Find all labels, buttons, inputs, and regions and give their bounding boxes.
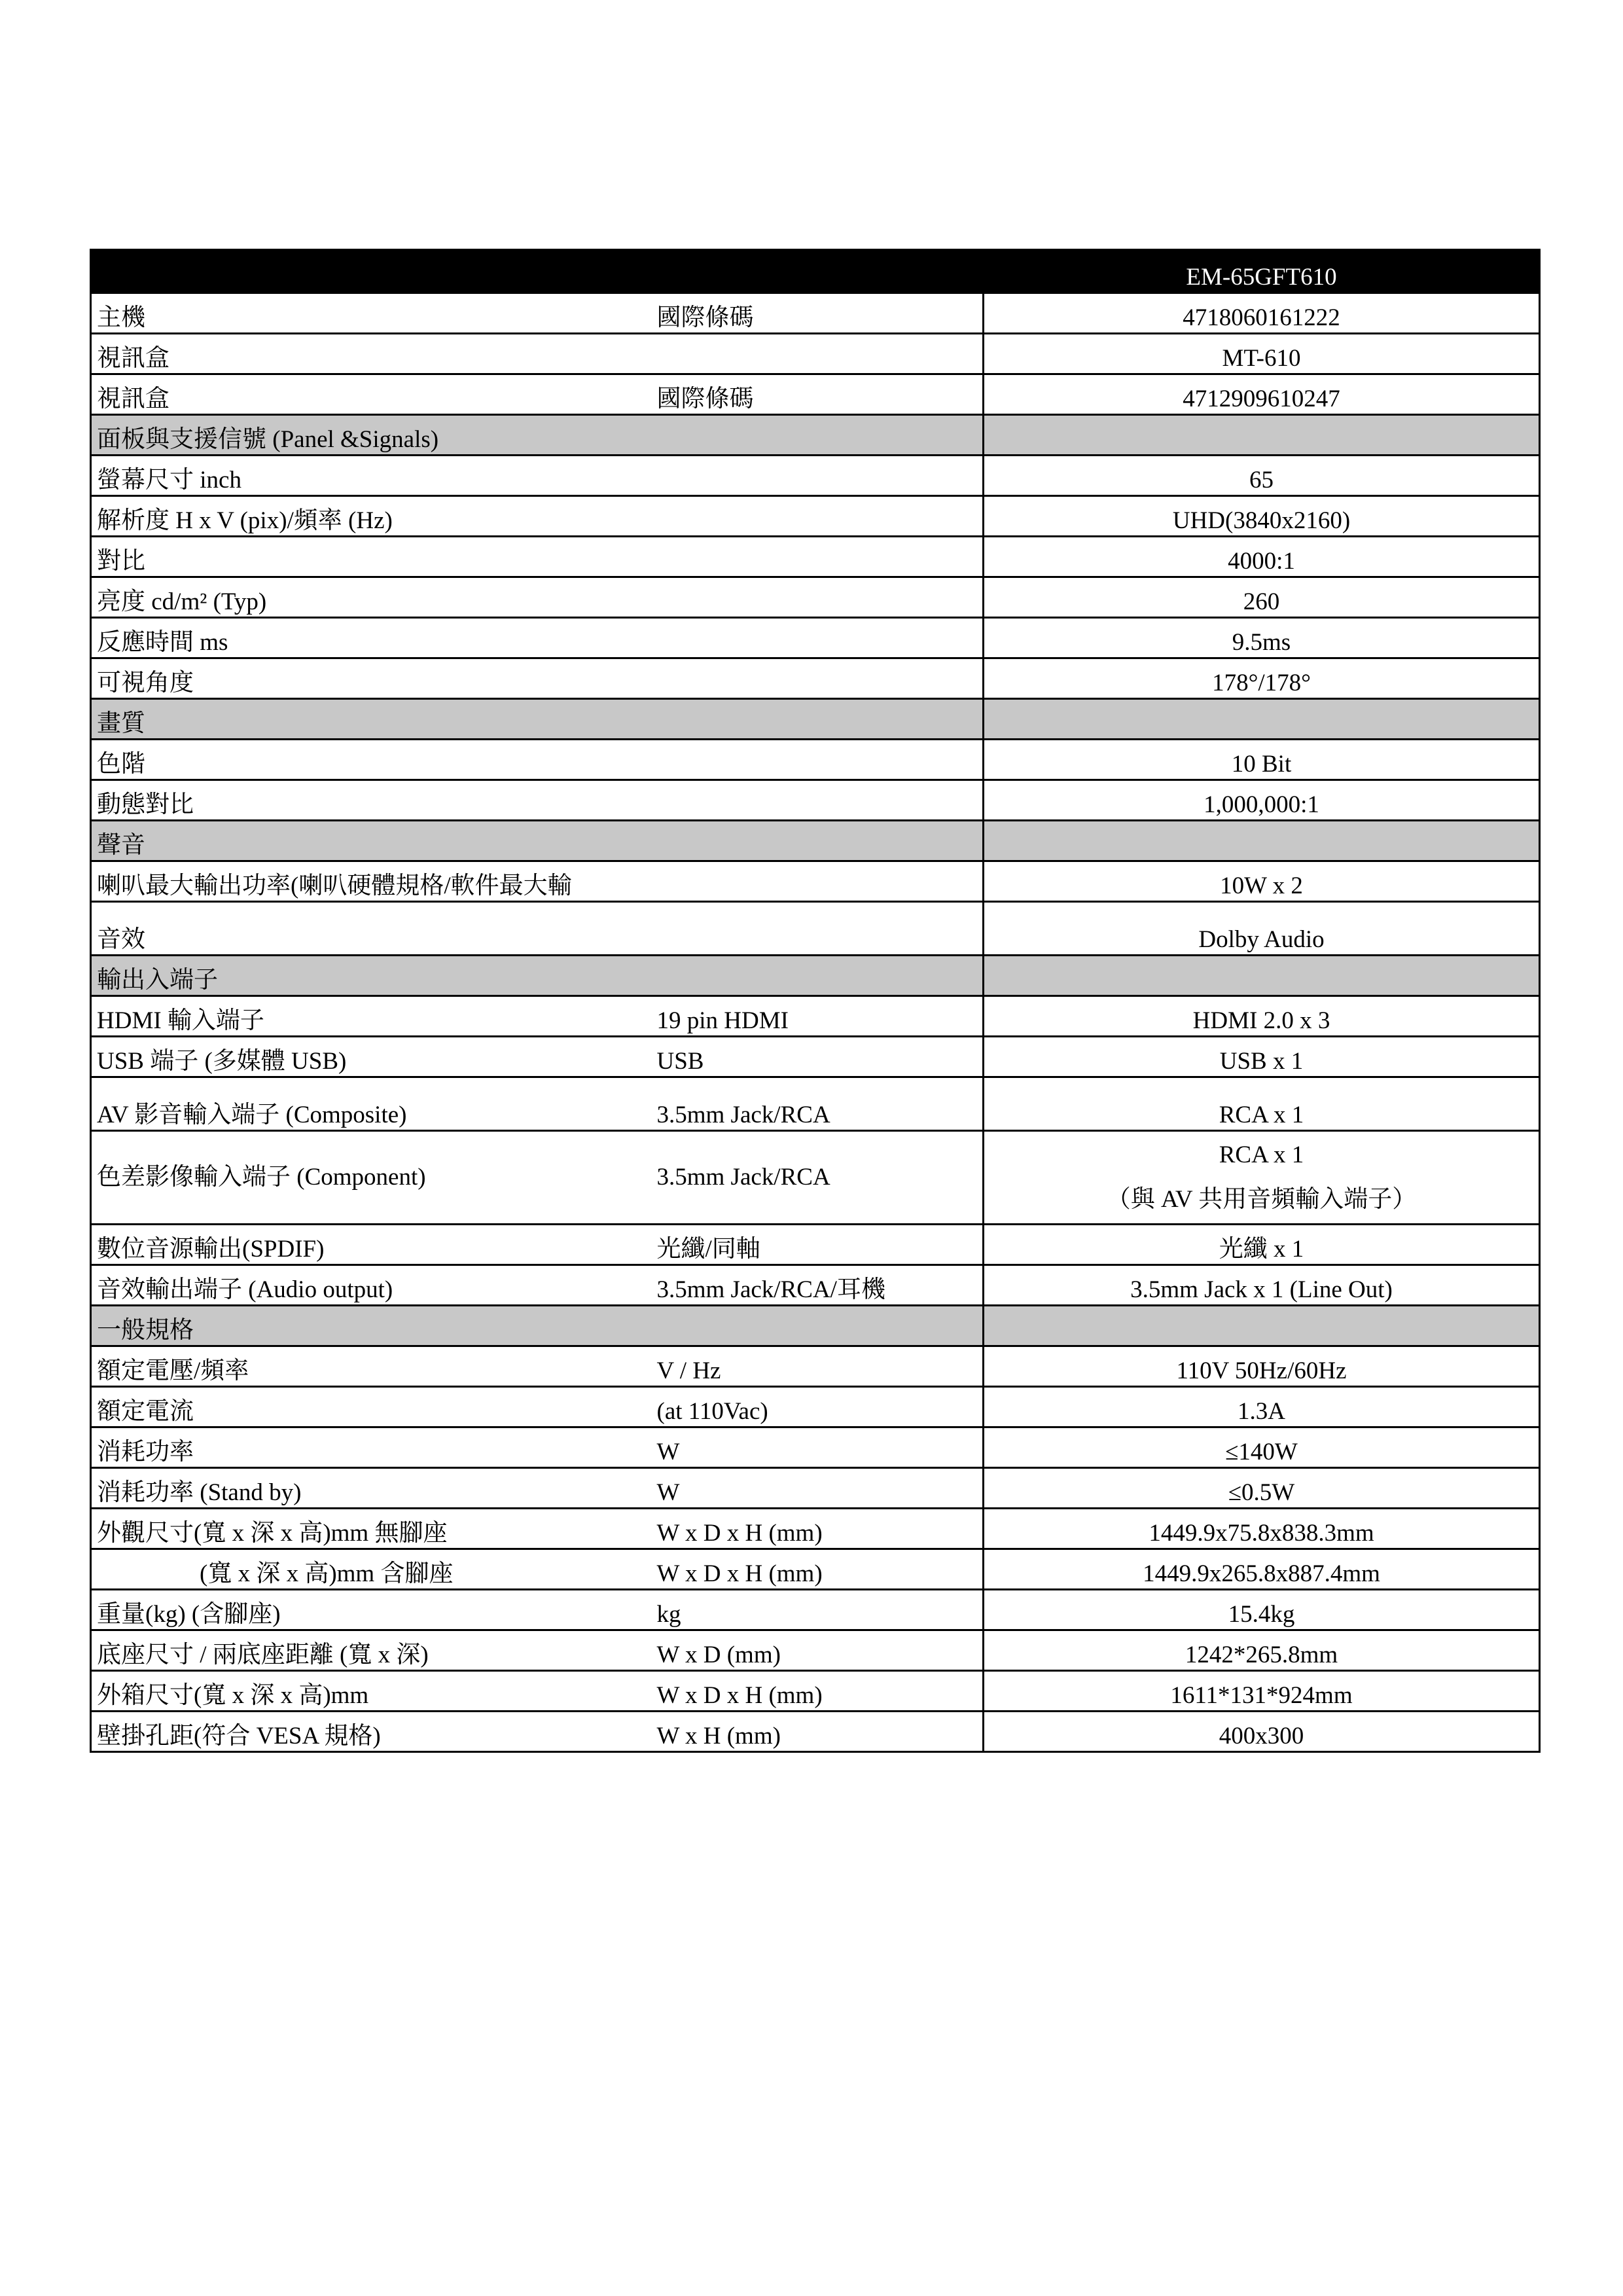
spec-value: 110V 50Hz/60Hz bbox=[984, 1346, 1540, 1387]
section-row bbox=[91, 1306, 1540, 1346]
spec-value: RCA x 1 bbox=[984, 1077, 1540, 1131]
spec-row bbox=[91, 1468, 1540, 1509]
spec-row bbox=[91, 1131, 1540, 1225]
spec-value bbox=[984, 1306, 1540, 1346]
spec-row bbox=[91, 1427, 1540, 1468]
spec-unit: kg bbox=[652, 1590, 984, 1630]
spec-value bbox=[984, 956, 1540, 996]
spec-row bbox=[91, 1265, 1540, 1306]
spec-label bbox=[91, 250, 652, 293]
spec-value: 65 bbox=[984, 456, 1540, 496]
spec-value bbox=[984, 415, 1540, 456]
spec-row bbox=[91, 1037, 1540, 1077]
spec-row bbox=[91, 1671, 1540, 1712]
spec-value: MT-610 bbox=[984, 334, 1540, 374]
section-title: 輸出入端子 bbox=[91, 956, 652, 996]
section-title: 畫質 bbox=[91, 699, 652, 740]
spec-unit: 3.5mm Jack/RCA bbox=[652, 1131, 984, 1225]
spec-value: UHD(3840x2160) bbox=[984, 496, 1540, 537]
spec-label: 數位音源輸出(SPDIF) bbox=[91, 1225, 652, 1265]
spec-unit bbox=[652, 658, 984, 699]
spec-value: 9.5ms bbox=[984, 618, 1540, 658]
spec-label: USB 端子 (多媒體 USB) bbox=[91, 1037, 652, 1077]
spec-row bbox=[91, 1630, 1540, 1671]
spec-unit: W x H (mm) bbox=[652, 1712, 984, 1752]
section-row bbox=[91, 699, 1540, 740]
spec-label: HDMI 輸入端子 bbox=[91, 996, 652, 1037]
spec-value: ≤0.5W bbox=[984, 1468, 1540, 1509]
spec-label: 重量(kg) (含腳座) bbox=[91, 1590, 652, 1630]
spec-row bbox=[91, 658, 1540, 699]
spec-value: 1449.9x265.8x887.4mm bbox=[984, 1549, 1540, 1590]
spec-value: 178°/178° bbox=[984, 658, 1540, 699]
spec-table bbox=[90, 249, 1541, 1753]
spec-value: 1,000,000:1 bbox=[984, 780, 1540, 821]
spec-unit: 國際條碼 bbox=[652, 293, 984, 334]
section-row bbox=[91, 821, 1540, 861]
spec-unit bbox=[652, 740, 984, 780]
spec-unit bbox=[652, 415, 984, 456]
spec-value-cell bbox=[984, 1131, 1540, 1225]
spec-value: USB x 1 bbox=[984, 1037, 1540, 1077]
header-row bbox=[91, 250, 1540, 293]
spec-value: 1.3A bbox=[984, 1387, 1540, 1427]
spec-value: 1449.9x75.8x838.3mm bbox=[984, 1509, 1540, 1549]
spec-value: RCA x 1 bbox=[1219, 1141, 1304, 1168]
spec-label: 音效輸出端子 (Audio output) bbox=[91, 1265, 652, 1306]
spec-unit bbox=[652, 780, 984, 821]
spec-value: 4000:1 bbox=[984, 537, 1540, 577]
spec-row bbox=[91, 374, 1540, 415]
spec-row bbox=[91, 996, 1540, 1037]
spec-unit bbox=[652, 1306, 984, 1346]
spec-row bbox=[91, 1509, 1540, 1549]
spec-unit bbox=[652, 902, 984, 956]
spec-label: 消耗功率 (Stand by) bbox=[91, 1468, 652, 1509]
spec-label: 壁掛孔距(符合 VESA 規格) bbox=[91, 1712, 652, 1752]
spec-row bbox=[91, 293, 1540, 334]
spec-row bbox=[91, 740, 1540, 780]
spec-unit bbox=[652, 456, 984, 496]
spec-value bbox=[984, 699, 1540, 740]
section-title: 聲音 bbox=[91, 821, 652, 861]
spec-value: 1242*265.8mm bbox=[984, 1630, 1540, 1671]
spec-label: 色差影像輸入端子 (Component) bbox=[91, 1131, 652, 1225]
spec-value: 4712909610247 bbox=[984, 374, 1540, 415]
spec-unit: V / Hz bbox=[652, 1346, 984, 1387]
spec-unit bbox=[652, 821, 984, 861]
spec-label: AV 影音輸入端子 (Composite) bbox=[91, 1077, 652, 1131]
spec-label: 視訊盒 bbox=[91, 334, 652, 374]
spec-row bbox=[91, 780, 1540, 821]
spec-unit: W x D (mm) bbox=[652, 1630, 984, 1671]
spec-label: 對比 bbox=[91, 537, 652, 577]
spec-unit: USB bbox=[652, 1037, 984, 1077]
spec-label: 亮度 cd/m² (Typ) bbox=[91, 577, 652, 618]
spec-unit bbox=[652, 699, 984, 740]
spec-label: 底座尺寸 / 兩底座距離 (寬 x 深) bbox=[91, 1630, 652, 1671]
section-title: 面板與支援信號 (Panel &Signals) bbox=[91, 415, 652, 456]
spec-row bbox=[91, 1712, 1540, 1752]
spec-value: 10 Bit bbox=[984, 740, 1540, 780]
spec-row bbox=[91, 334, 1540, 374]
spec-unit bbox=[652, 496, 984, 537]
spec-row bbox=[91, 1387, 1540, 1427]
spec-value: 3.5mm Jack x 1 (Line Out) bbox=[984, 1265, 1540, 1306]
spec-label: 額定電壓/頻率 bbox=[91, 1346, 652, 1387]
spec-label: 消耗功率 bbox=[91, 1427, 652, 1468]
spec-label: 色階 bbox=[91, 740, 652, 780]
spec-unit: 3.5mm Jack/RCA bbox=[652, 1077, 984, 1131]
spec-label: 視訊盒 bbox=[91, 374, 652, 415]
spec-unit: 3.5mm Jack/RCA/耳機 bbox=[652, 1265, 984, 1306]
spec-row bbox=[91, 1346, 1540, 1387]
spec-value: 光纖 x 1 bbox=[984, 1225, 1540, 1265]
spec-row bbox=[91, 1225, 1540, 1265]
spec-unit bbox=[652, 334, 984, 374]
spec-row bbox=[91, 861, 1540, 902]
spec-unit bbox=[652, 250, 984, 293]
spec-unit: W bbox=[652, 1427, 984, 1468]
spec-label: 外觀尺寸(寬 x 深 x 高)mm 無腳座 bbox=[91, 1509, 652, 1549]
spec-value: ≤140W bbox=[984, 1427, 1540, 1468]
spec-unit: 光纖/同軸 bbox=[652, 1225, 984, 1265]
spec-value-note: （與 AV 共用音頻輸入端子） bbox=[1106, 1186, 1417, 1213]
spec-label: 螢幕尺寸 inch bbox=[91, 456, 652, 496]
spec-row bbox=[91, 1590, 1540, 1630]
spec-row bbox=[91, 618, 1540, 658]
spec-unit: 19 pin HDMI bbox=[652, 996, 984, 1037]
spec-row bbox=[91, 537, 1540, 577]
section-title: 一般規格 bbox=[91, 1306, 652, 1346]
spec-value: 10W x 2 bbox=[984, 861, 1540, 902]
spec-value: 1611*131*924mm bbox=[984, 1671, 1540, 1712]
spec-table-body bbox=[91, 250, 1540, 1752]
spec-label: 外箱尺寸(寬 x 深 x 高)mm bbox=[91, 1671, 652, 1712]
spec-row bbox=[91, 496, 1540, 537]
spec-value: HDMI 2.0 x 3 bbox=[984, 996, 1540, 1037]
spec-label: 可視角度 bbox=[91, 658, 652, 699]
spec-label: 額定電流 bbox=[91, 1387, 652, 1427]
spec-row bbox=[91, 1549, 1540, 1590]
spec-value: 15.4kg bbox=[984, 1590, 1540, 1630]
spec-unit: W bbox=[652, 1468, 984, 1509]
spec-sheet bbox=[90, 249, 1539, 1753]
spec-label: 反應時間 ms bbox=[91, 618, 652, 658]
section-row bbox=[91, 415, 1540, 456]
spec-unit: W x D x H (mm) bbox=[652, 1671, 984, 1712]
spec-value: 4718060161222 bbox=[984, 293, 1540, 334]
spec-label: 解析度 H x V (pix)/頻率 (Hz) bbox=[91, 496, 652, 537]
section-row bbox=[91, 956, 1540, 996]
spec-unit: 國際條碼 bbox=[652, 374, 984, 415]
spec-row bbox=[91, 577, 1540, 618]
spec-unit bbox=[652, 537, 984, 577]
spec-value bbox=[984, 821, 1540, 861]
spec-unit bbox=[652, 577, 984, 618]
model-name: EM-65GFT610 bbox=[984, 250, 1540, 293]
spec-unit: W x D x H (mm) bbox=[652, 1509, 984, 1549]
spec-label: (寬 x 深 x 高)mm 含腳座 bbox=[91, 1549, 652, 1590]
spec-label: 主機 bbox=[91, 293, 652, 334]
spec-unit bbox=[652, 618, 984, 658]
spec-value: 400x300 bbox=[984, 1712, 1540, 1752]
spec-unit bbox=[652, 861, 984, 902]
spec-row bbox=[91, 902, 1540, 956]
spec-value: Dolby Audio bbox=[984, 902, 1540, 956]
spec-row bbox=[91, 456, 1540, 496]
spec-label: 喇叭最大輸出功率(喇叭硬體規格/軟件最大輸 bbox=[91, 861, 652, 902]
spec-label: 音效 bbox=[91, 902, 652, 956]
spec-unit: W x D x H (mm) bbox=[652, 1549, 984, 1590]
spec-row bbox=[91, 1077, 1540, 1131]
spec-unit: (at 110Vac) bbox=[652, 1387, 984, 1427]
spec-label: 動態對比 bbox=[91, 780, 652, 821]
spec-unit bbox=[652, 956, 984, 996]
spec-value: 260 bbox=[984, 577, 1540, 618]
